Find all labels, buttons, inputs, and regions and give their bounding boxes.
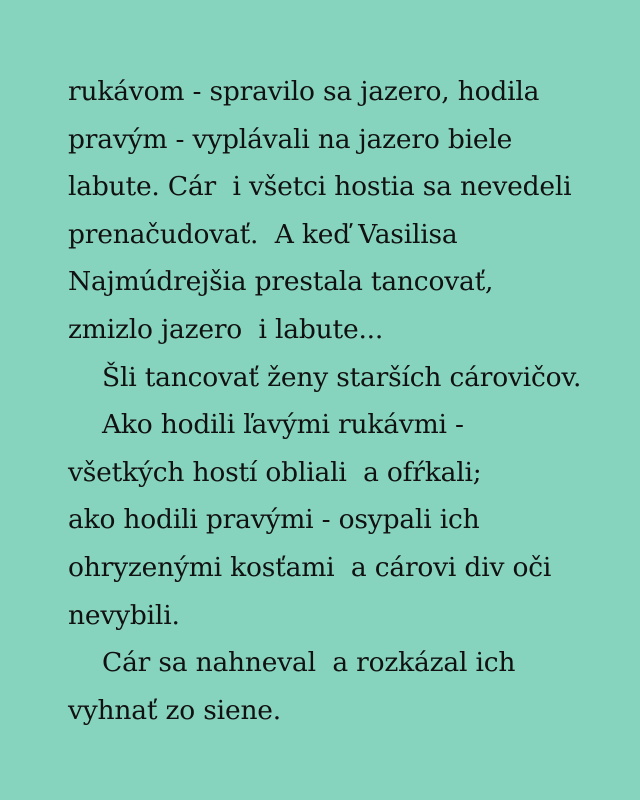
paragraph-start-line: Cár sa nahneval a rozkázal ich: [102, 647, 516, 679]
paragraph-start-line: Šli tancovať ženy starších cárovičov.: [102, 361, 582, 393]
text-line: vyhnať zo siene.: [68, 694, 282, 726]
text-line: prenačudovať. A keď Vasilisa: [68, 218, 458, 250]
text-line: ohryzenými kosťami a cárovi div oči: [68, 551, 552, 583]
text-line: rukávom - spravilo sa jazero, hodila: [68, 76, 540, 107]
text-line: všetkých hostí obliali a ofŕkali;: [68, 456, 482, 488]
text-line: nevybili.: [68, 599, 180, 631]
text-line: zmizlo jazero i labute...: [68, 313, 384, 345]
text-line: pravým - vyplávali na jazero biele: [68, 123, 513, 155]
text-line: Najmúdrejšia prestala tancovať,: [68, 266, 494, 298]
text-line: ako hodili pravými - osypali ich: [68, 504, 480, 536]
paragraph-start-line: Ako hodili ľavými rukávmi -: [102, 409, 464, 441]
text-line: labute. Cár i všetci hostia sa nevedeli: [68, 171, 572, 203]
